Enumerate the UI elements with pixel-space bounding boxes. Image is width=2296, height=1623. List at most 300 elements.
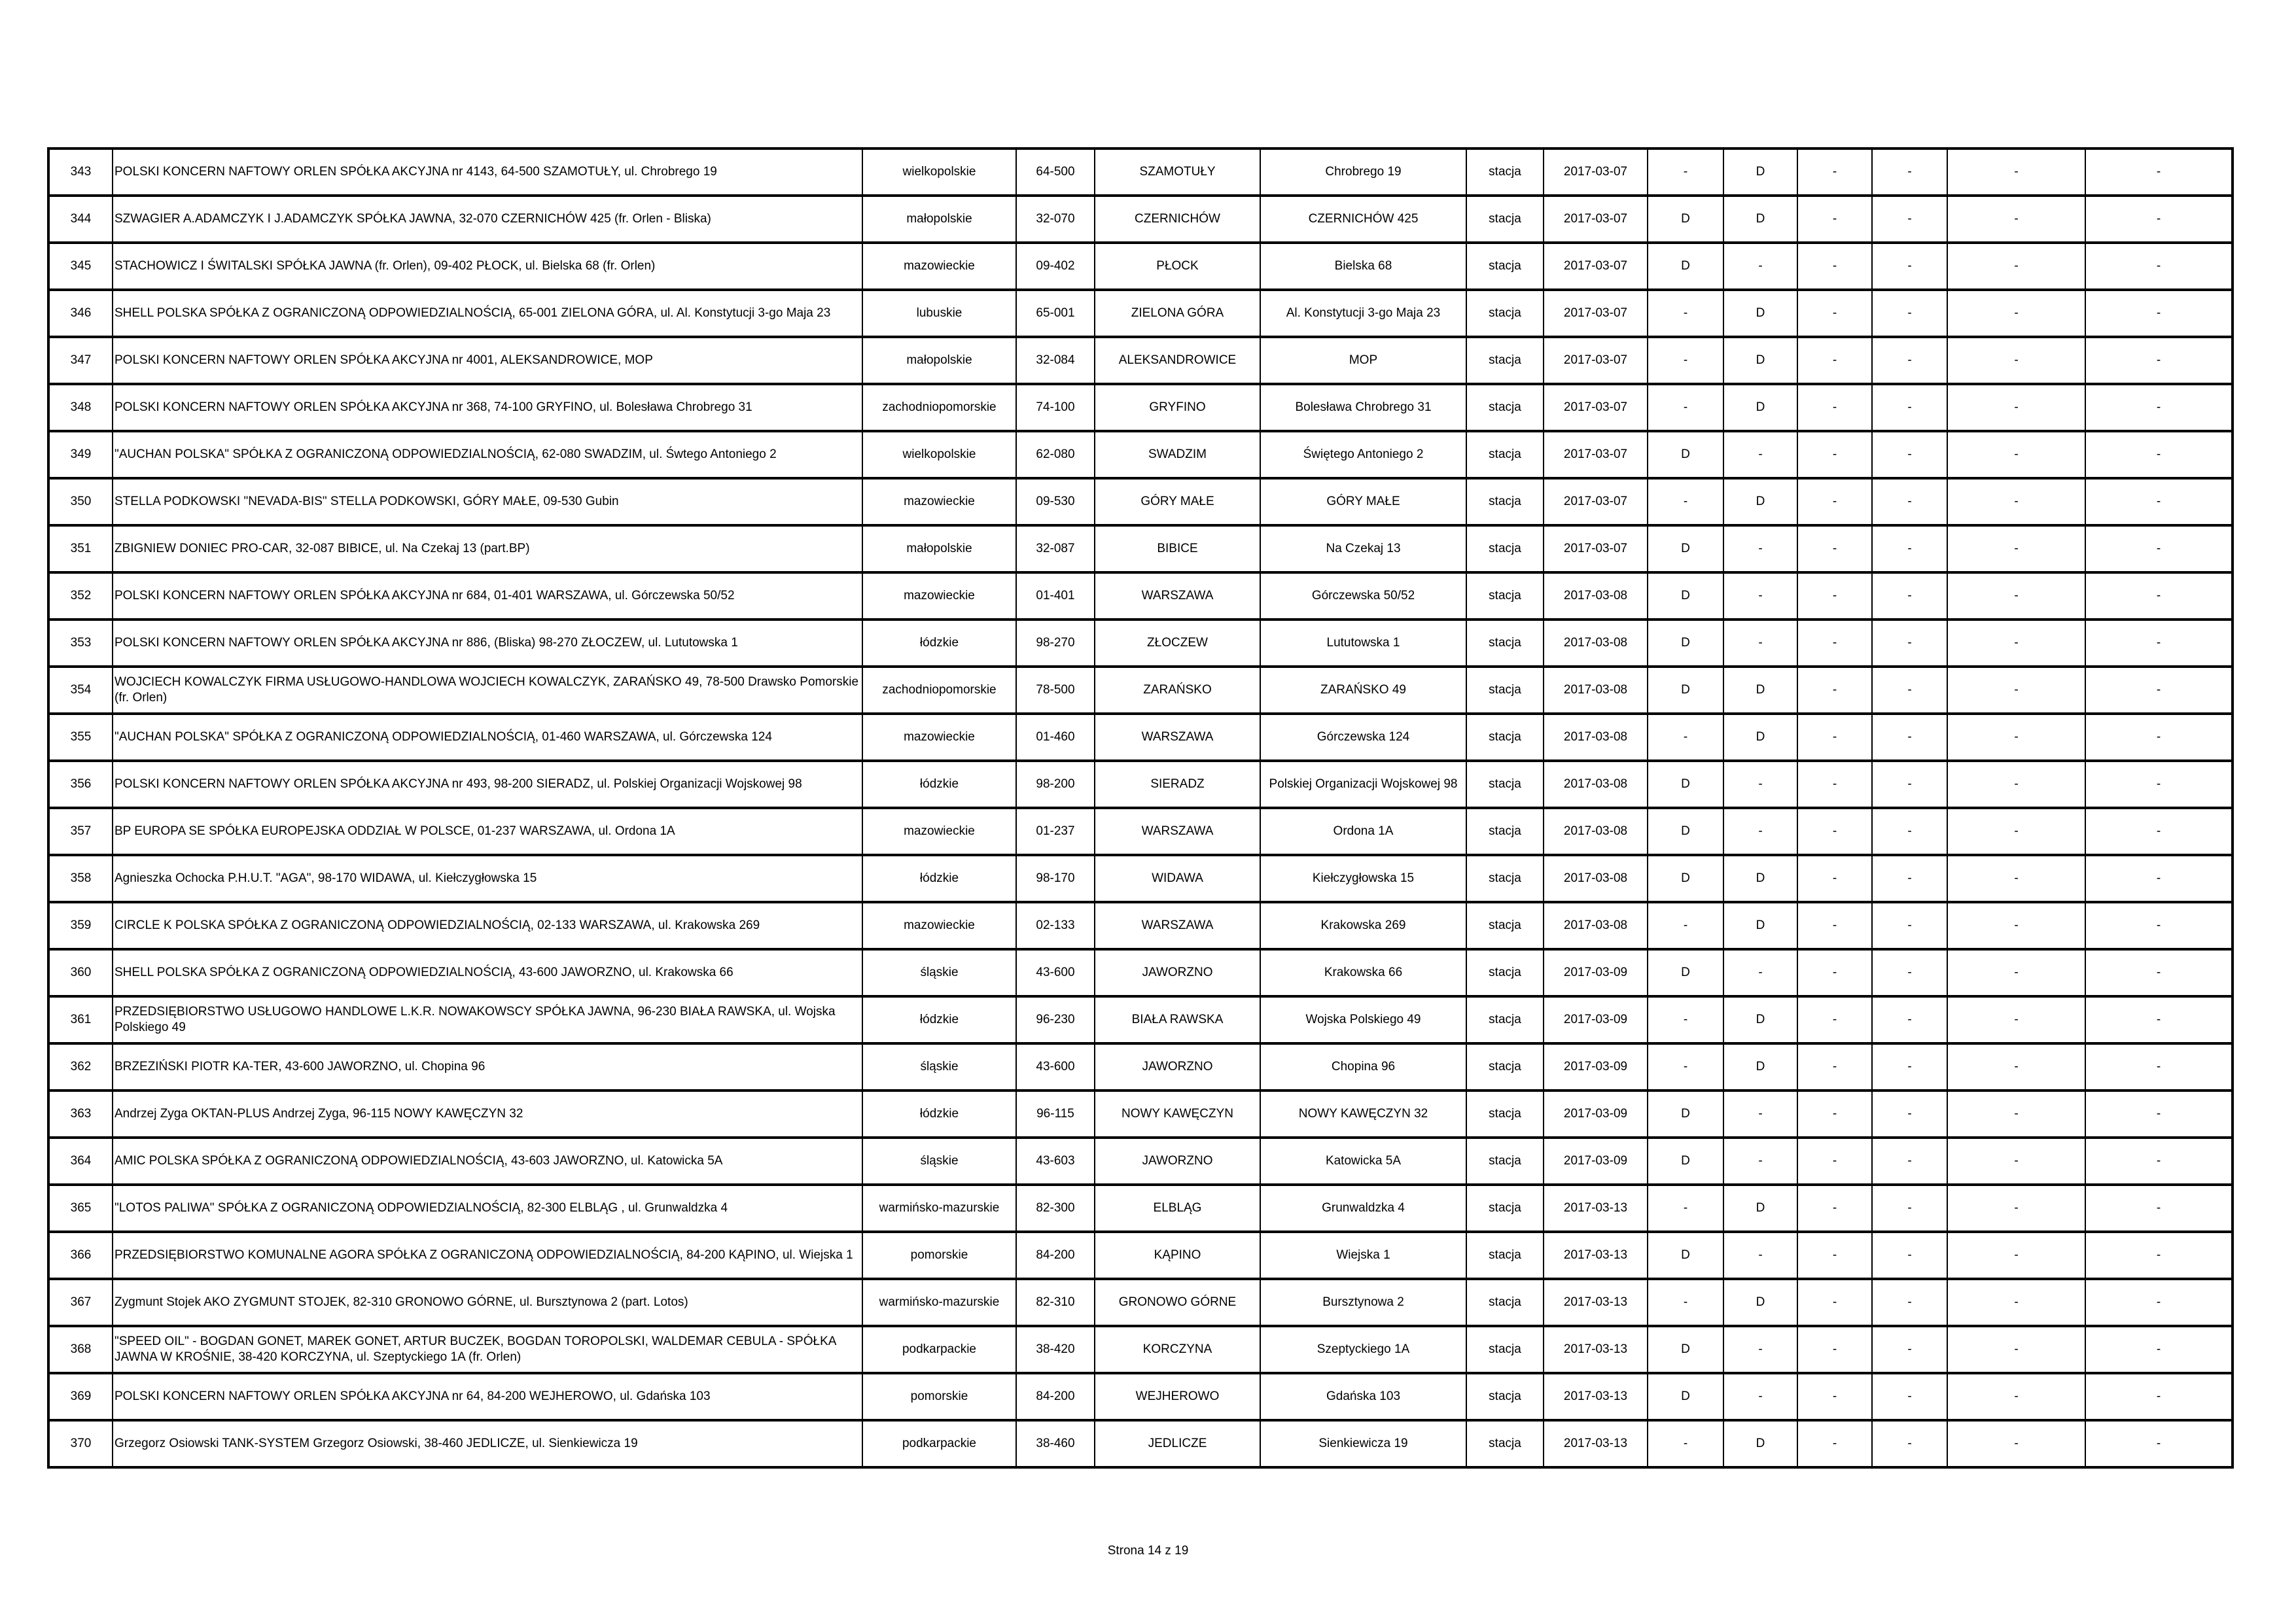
voivodeship-cell: warmińsko-mazurskie — [862, 1185, 1016, 1232]
result-cell-2: - — [1723, 1373, 1797, 1420]
row-number-cell: 348 — [48, 384, 113, 431]
result-cell-4: - — [1872, 1138, 1947, 1185]
city-cell: WIDAWA — [1095, 855, 1260, 902]
row-number-cell: 357 — [48, 808, 113, 855]
city-cell: ALEKSANDROWICE — [1095, 337, 1260, 384]
facility-type-cell: stacja — [1466, 1091, 1544, 1138]
voivodeship-cell: małopolskie — [862, 525, 1016, 572]
entity-name-cell: ZBIGNIEW DONIEC PRO-CAR, 32-087 BIBICE, ul. Na Czekaj 13 (part.BP) — [113, 525, 862, 572]
date-cell: 2017-03-07 — [1544, 243, 1648, 290]
street-cell: Górczewska 50/52 — [1260, 572, 1466, 620]
voivodeship-cell: mazowieckie — [862, 572, 1016, 620]
row-number-cell: 358 — [48, 855, 113, 902]
row-number-cell: 354 — [48, 667, 113, 714]
facility-type-cell: stacja — [1466, 196, 1544, 243]
result-cell-4: - — [1872, 620, 1947, 667]
facility-type-cell: stacja — [1466, 337, 1544, 384]
result-cell-1: D — [1648, 1373, 1723, 1420]
postal-code-cell: 43-603 — [1016, 1138, 1095, 1185]
facility-type-cell: stacja — [1466, 478, 1544, 525]
entity-name-cell: Agnieszka Ochocka P.H.U.T. "AGA", 98-170 WIDAWA, ul. Kiełczygłowska 15 — [113, 855, 862, 902]
table-row — [48, 243, 2233, 290]
date-cell: 2017-03-08 — [1544, 620, 1648, 667]
voivodeship-cell: łódzkie — [862, 1091, 1016, 1138]
facility-type-cell: stacja — [1466, 431, 1544, 478]
city-cell: ELBLĄG — [1095, 1185, 1260, 1232]
result-cell-2: D — [1723, 478, 1797, 525]
table-row — [48, 808, 2233, 855]
result-cell-4: - — [1872, 525, 1947, 572]
facility-type-cell: stacja — [1466, 902, 1544, 949]
entity-name-cell: PRZEDSIĘBIORSTWO USŁUGOWO HANDLOWE L.K.R. NOWAKOWSCY SPÓŁKA JAWNA, 96-230 BIAŁA RAWSKA, ul. Wojska Polskiego 49 — [113, 996, 862, 1043]
result-cell-3: - — [1797, 949, 1872, 996]
result-cell-1: - — [1648, 148, 1723, 196]
result-cell-6: - — [2085, 337, 2233, 384]
result-cell-3: - — [1797, 1373, 1872, 1420]
result-cell-6: - — [2085, 949, 2233, 996]
postal-code-cell: 65-001 — [1016, 290, 1095, 337]
voivodeship-cell: wielkopolskie — [862, 148, 1016, 196]
result-cell-3: - — [1797, 1326, 1872, 1373]
facility-type-cell: stacja — [1466, 620, 1544, 667]
result-cell-4: - — [1872, 949, 1947, 996]
entity-name-cell: AMIC POLSKA SPÓŁKA Z OGRANICZONĄ ODPOWIEDZIALNOŚCIĄ, 43-603 JAWORZNO, ul. Katowicka 5A — [113, 1138, 862, 1185]
result-cell-1: - — [1648, 384, 1723, 431]
voivodeship-cell: podkarpackie — [862, 1420, 1016, 1467]
entity-name-cell: SHELL POLSKA SPÓŁKA Z OGRANICZONĄ ODPOWIEDZIALNOŚCIĄ, 43-600 JAWORZNO, ul. Krakowska 66 — [113, 949, 862, 996]
result-cell-5: - — [1947, 196, 2085, 243]
row-number-cell: 367 — [48, 1279, 113, 1326]
date-cell: 2017-03-07 — [1544, 337, 1648, 384]
row-number-cell: 363 — [48, 1091, 113, 1138]
result-cell-1: - — [1648, 1420, 1723, 1467]
result-cell-5: - — [1947, 384, 2085, 431]
result-cell-3: - — [1797, 243, 1872, 290]
voivodeship-cell: zachodniopomorskie — [862, 667, 1016, 714]
result-cell-6: - — [2085, 1185, 2233, 1232]
voivodeship-cell: warmińsko-mazurskie — [862, 1279, 1016, 1326]
voivodeship-cell: małopolskie — [862, 196, 1016, 243]
result-cell-2: - — [1723, 1326, 1797, 1373]
result-cell-5: - — [1947, 620, 2085, 667]
date-cell: 2017-03-09 — [1544, 996, 1648, 1043]
city-cell: JAWORZNO — [1095, 949, 1260, 996]
street-cell: Bolesława Chrobrego 31 — [1260, 384, 1466, 431]
date-cell: 2017-03-07 — [1544, 525, 1648, 572]
result-cell-4: - — [1872, 902, 1947, 949]
result-cell-5: - — [1947, 525, 2085, 572]
table-row — [48, 196, 2233, 243]
date-cell: 2017-03-08 — [1544, 667, 1648, 714]
voivodeship-cell: łódzkie — [862, 620, 1016, 667]
postal-code-cell: 82-300 — [1016, 1185, 1095, 1232]
postal-code-cell: 09-530 — [1016, 478, 1095, 525]
result-cell-4: - — [1872, 148, 1947, 196]
result-cell-2: D — [1723, 855, 1797, 902]
postal-code-cell: 84-200 — [1016, 1373, 1095, 1420]
street-cell: Katowicka 5A — [1260, 1138, 1466, 1185]
result-cell-6: - — [2085, 1043, 2233, 1091]
facility-type-cell: stacja — [1466, 667, 1544, 714]
result-cell-5: - — [1947, 1420, 2085, 1467]
result-cell-4: - — [1872, 196, 1947, 243]
postal-code-cell: 02-133 — [1016, 902, 1095, 949]
street-cell: Wiejska 1 — [1260, 1232, 1466, 1279]
facility-type-cell: stacja — [1466, 525, 1544, 572]
result-cell-1: - — [1648, 1279, 1723, 1326]
date-cell: 2017-03-08 — [1544, 761, 1648, 808]
table-row — [48, 290, 2233, 337]
result-cell-6: - — [2085, 667, 2233, 714]
postal-code-cell: 62-080 — [1016, 431, 1095, 478]
date-cell: 2017-03-13 — [1544, 1420, 1648, 1467]
date-cell: 2017-03-07 — [1544, 196, 1648, 243]
result-cell-4: - — [1872, 855, 1947, 902]
result-cell-6: - — [2085, 572, 2233, 620]
result-cell-2: D — [1723, 196, 1797, 243]
city-cell: PŁOCK — [1095, 243, 1260, 290]
result-cell-4: - — [1872, 572, 1947, 620]
table-row — [48, 148, 2233, 196]
result-cell-1: D — [1648, 431, 1723, 478]
result-cell-1: D — [1648, 1091, 1723, 1138]
postal-code-cell: 32-070 — [1016, 196, 1095, 243]
street-cell: Al. Konstytucji 3-go Maja 23 — [1260, 290, 1466, 337]
row-number-cell: 352 — [48, 572, 113, 620]
city-cell: SIERADZ — [1095, 761, 1260, 808]
postal-code-cell: 96-115 — [1016, 1091, 1095, 1138]
facility-type-cell: stacja — [1466, 1185, 1544, 1232]
street-cell: Krakowska 66 — [1260, 949, 1466, 996]
date-cell: 2017-03-09 — [1544, 1091, 1648, 1138]
result-cell-6: - — [2085, 1420, 2233, 1467]
postal-code-cell: 38-460 — [1016, 1420, 1095, 1467]
street-cell: Chrobrego 19 — [1260, 148, 1466, 196]
table-row — [48, 478, 2233, 525]
voivodeship-cell: pomorskie — [862, 1232, 1016, 1279]
result-cell-4: - — [1872, 384, 1947, 431]
row-number-cell: 346 — [48, 290, 113, 337]
facility-type-cell: stacja — [1466, 1138, 1544, 1185]
result-cell-6: - — [2085, 1091, 2233, 1138]
city-cell: JAWORZNO — [1095, 1138, 1260, 1185]
date-cell: 2017-03-07 — [1544, 290, 1648, 337]
result-cell-6: - — [2085, 1279, 2233, 1326]
city-cell: GRYFINO — [1095, 384, 1260, 431]
result-cell-3: - — [1797, 431, 1872, 478]
date-cell: 2017-03-07 — [1544, 431, 1648, 478]
result-cell-2: - — [1723, 1232, 1797, 1279]
result-cell-4: - — [1872, 1091, 1947, 1138]
result-cell-5: - — [1947, 667, 2085, 714]
postal-code-cell: 98-170 — [1016, 855, 1095, 902]
row-number-cell: 344 — [48, 196, 113, 243]
row-number-cell: 355 — [48, 714, 113, 761]
row-number-cell: 343 — [48, 148, 113, 196]
date-cell: 2017-03-13 — [1544, 1185, 1648, 1232]
date-cell: 2017-03-13 — [1544, 1232, 1648, 1279]
city-cell: WARSZAWA — [1095, 902, 1260, 949]
result-cell-5: - — [1947, 1232, 2085, 1279]
result-cell-2: - — [1723, 243, 1797, 290]
voivodeship-cell: wielkopolskie — [862, 431, 1016, 478]
street-cell: Gdańska 103 — [1260, 1373, 1466, 1420]
result-cell-3: - — [1797, 1138, 1872, 1185]
row-number-cell: 361 — [48, 996, 113, 1043]
result-cell-4: - — [1872, 337, 1947, 384]
entity-name-cell: "SPEED OIL" - BOGDAN GONET, MAREK GONET, ARTUR BUCZEK, BOGDAN TOROPOLSKI, WALDEMAR CEBULA - SPÓŁKA JAWNA W KROŚNIE, 38-420 KORCZYNA, ul. Szeptyckiego 1A (fr. Orlen) — [113, 1326, 862, 1373]
table-body — [48, 148, 2233, 1467]
date-cell: 2017-03-09 — [1544, 1043, 1648, 1091]
city-cell: WEJHEROWO — [1095, 1373, 1260, 1420]
row-number-cell: 362 — [48, 1043, 113, 1091]
result-cell-3: - — [1797, 290, 1872, 337]
street-cell: NOWY KAWĘCZYN 32 — [1260, 1091, 1466, 1138]
result-cell-5: - — [1947, 902, 2085, 949]
entity-name-cell: "AUCHAN POLSKA" SPÓŁKA Z OGRANICZONĄ ODPOWIEDZIALNOŚCIĄ, 62-080 SWADZIM, ul. Śwtego Antoniego 2 — [113, 431, 862, 478]
result-cell-4: - — [1872, 478, 1947, 525]
result-cell-4: - — [1872, 1420, 1947, 1467]
result-cell-6: - — [2085, 243, 2233, 290]
facility-type-cell: stacja — [1466, 808, 1544, 855]
postal-code-cell: 96-230 — [1016, 996, 1095, 1043]
voivodeship-cell: mazowieckie — [862, 902, 1016, 949]
entity-name-cell: CIRCLE K POLSKA SPÓŁKA Z OGRANICZONĄ ODPOWIEDZIALNOŚCIĄ, 02-133 WARSZAWA, ul. Krakowska 269 — [113, 902, 862, 949]
result-cell-6: - — [2085, 808, 2233, 855]
result-cell-3: - — [1797, 1232, 1872, 1279]
voivodeship-cell: pomorskie — [862, 1373, 1016, 1420]
row-number-cell: 345 — [48, 243, 113, 290]
voivodeship-cell: lubuskie — [862, 290, 1016, 337]
result-cell-1: - — [1648, 996, 1723, 1043]
postal-code-cell: 84-200 — [1016, 1232, 1095, 1279]
table-row — [48, 996, 2233, 1043]
result-cell-5: - — [1947, 996, 2085, 1043]
voivodeship-cell: mazowieckie — [862, 478, 1016, 525]
result-cell-1: D — [1648, 572, 1723, 620]
result-cell-2: D — [1723, 1043, 1797, 1091]
entity-name-cell: Andrzej Zyga OKTAN-PLUS Andrzej Zyga, 96-115 NOWY KAWĘCZYN 32 — [113, 1091, 862, 1138]
result-cell-3: - — [1797, 196, 1872, 243]
table-row — [48, 1326, 2233, 1373]
result-cell-1: D — [1648, 855, 1723, 902]
result-cell-5: - — [1947, 1091, 2085, 1138]
result-cell-2: D — [1723, 1279, 1797, 1326]
city-cell: KĄPINO — [1095, 1232, 1260, 1279]
result-cell-2: - — [1723, 1091, 1797, 1138]
entity-name-cell: POLSKI KONCERN NAFTOWY ORLEN SPÓŁKA AKCYJNA nr 368, 74-100 GRYFINO, ul. Bolesława Chrobrego 31 — [113, 384, 862, 431]
postal-code-cell: 98-270 — [1016, 620, 1095, 667]
city-cell: WARSZAWA — [1095, 714, 1260, 761]
row-number-cell: 353 — [48, 620, 113, 667]
date-cell: 2017-03-07 — [1544, 148, 1648, 196]
result-cell-3: - — [1797, 714, 1872, 761]
city-cell: SWADZIM — [1095, 431, 1260, 478]
postal-code-cell: 82-310 — [1016, 1279, 1095, 1326]
postal-code-cell: 32-087 — [1016, 525, 1095, 572]
result-cell-3: - — [1797, 525, 1872, 572]
entity-name-cell: "LOTOS PALIWA" SPÓŁKA Z OGRANICZONĄ ODPOWIEDZIALNOŚCIĄ, 82-300 ELBLĄG , ul. Grunwaldzka 4 — [113, 1185, 862, 1232]
result-cell-5: - — [1947, 761, 2085, 808]
result-cell-3: - — [1797, 1043, 1872, 1091]
result-cell-2: D — [1723, 714, 1797, 761]
result-cell-3: - — [1797, 337, 1872, 384]
result-cell-6: - — [2085, 525, 2233, 572]
city-cell: JEDLICZE — [1095, 1420, 1260, 1467]
street-cell: Kiełczygłowska 15 — [1260, 855, 1466, 902]
result-cell-1: D — [1648, 243, 1723, 290]
table-row — [48, 1420, 2233, 1467]
result-cell-1: D — [1648, 1232, 1723, 1279]
table-row — [48, 572, 2233, 620]
result-cell-5: - — [1947, 1138, 2085, 1185]
result-cell-5: - — [1947, 431, 2085, 478]
result-cell-4: - — [1872, 714, 1947, 761]
facility-type-cell: stacja — [1466, 1232, 1544, 1279]
result-cell-3: - — [1797, 902, 1872, 949]
city-cell: NOWY KAWĘCZYN — [1095, 1091, 1260, 1138]
date-cell: 2017-03-09 — [1544, 1138, 1648, 1185]
result-cell-4: - — [1872, 1373, 1947, 1420]
result-cell-2: D — [1723, 902, 1797, 949]
city-cell: KORCZYNA — [1095, 1326, 1260, 1373]
city-cell: BIBICE — [1095, 525, 1260, 572]
facility-type-cell: stacja — [1466, 243, 1544, 290]
voivodeship-cell: mazowieckie — [862, 243, 1016, 290]
date-cell: 2017-03-13 — [1544, 1279, 1648, 1326]
table-row — [48, 1373, 2233, 1420]
result-cell-1: D — [1648, 196, 1723, 243]
street-cell: Lututowska 1 — [1260, 620, 1466, 667]
date-cell: 2017-03-08 — [1544, 714, 1648, 761]
result-cell-6: - — [2085, 620, 2233, 667]
entity-name-cell: POLSKI KONCERN NAFTOWY ORLEN SPÓŁKA AKCYJNA nr 64, 84-200 WEJHEROWO, ul. Gdańska 103 — [113, 1373, 862, 1420]
table-row — [48, 855, 2233, 902]
city-cell: ZIELONA GÓRA — [1095, 290, 1260, 337]
result-cell-4: - — [1872, 290, 1947, 337]
result-cell-4: - — [1872, 431, 1947, 478]
table-row — [48, 620, 2233, 667]
result-cell-5: - — [1947, 808, 2085, 855]
entity-name-cell: "AUCHAN POLSKA" SPÓŁKA Z OGRANICZONĄ ODPOWIEDZIALNOŚCIĄ, 01-460 WARSZAWA, ul. Górczewska 124 — [113, 714, 862, 761]
result-cell-6: - — [2085, 384, 2233, 431]
entity-name-cell: Zygmunt Stojek AKO ZYGMUNT STOJEK, 82-310 GRONOWO GÓRNE, ul. Bursztynowa 2 (part. Lotos) — [113, 1279, 862, 1326]
result-cell-1: D — [1648, 808, 1723, 855]
street-cell: Górczewska 124 — [1260, 714, 1466, 761]
row-number-cell: 370 — [48, 1420, 113, 1467]
result-cell-1: - — [1648, 1043, 1723, 1091]
result-cell-5: - — [1947, 337, 2085, 384]
street-cell: Chopina 96 — [1260, 1043, 1466, 1091]
result-cell-4: - — [1872, 243, 1947, 290]
street-cell: CZERNICHÓW 425 — [1260, 196, 1466, 243]
result-cell-1: D — [1648, 949, 1723, 996]
facility-type-cell: stacja — [1466, 1373, 1544, 1420]
result-cell-6: - — [2085, 855, 2233, 902]
result-cell-5: - — [1947, 148, 2085, 196]
result-cell-5: - — [1947, 1373, 2085, 1420]
city-cell: ZARAŃSKO — [1095, 667, 1260, 714]
postal-code-cell: 38-420 — [1016, 1326, 1095, 1373]
result-cell-5: - — [1947, 1185, 2085, 1232]
entity-name-cell: POLSKI KONCERN NAFTOWY ORLEN SPÓŁKA AKCYJNA nr 493, 98-200 SIERADZ, ul. Polskiej Organizacji Wojskowej 98 — [113, 761, 862, 808]
result-cell-5: - — [1947, 855, 2085, 902]
result-cell-2: D — [1723, 290, 1797, 337]
row-number-cell: 366 — [48, 1232, 113, 1279]
voivodeship-cell: mazowieckie — [862, 808, 1016, 855]
inspection-table — [47, 147, 2234, 1469]
result-cell-2: D — [1723, 996, 1797, 1043]
date-cell: 2017-03-13 — [1544, 1326, 1648, 1373]
result-cell-2: D — [1723, 667, 1797, 714]
result-cell-1: - — [1648, 337, 1723, 384]
row-number-cell: 359 — [48, 902, 113, 949]
street-cell: Na Czekaj 13 — [1260, 525, 1466, 572]
facility-type-cell: stacja — [1466, 384, 1544, 431]
result-cell-1: D — [1648, 761, 1723, 808]
result-cell-3: - — [1797, 808, 1872, 855]
result-cell-3: - — [1797, 384, 1872, 431]
row-number-cell: 350 — [48, 478, 113, 525]
table-row — [48, 667, 2233, 714]
result-cell-1: D — [1648, 525, 1723, 572]
result-cell-3: - — [1797, 572, 1872, 620]
result-cell-3: - — [1797, 1091, 1872, 1138]
row-number-cell: 365 — [48, 1185, 113, 1232]
row-number-cell: 356 — [48, 761, 113, 808]
entity-name-cell: BP EUROPA SE SPÓŁKA EUROPEJSKA ODDZIAŁ W POLSCE, 01-237 WARSZAWA, ul. Ordona 1A — [113, 808, 862, 855]
result-cell-3: - — [1797, 478, 1872, 525]
result-cell-2: D — [1723, 1420, 1797, 1467]
date-cell: 2017-03-08 — [1544, 902, 1648, 949]
result-cell-4: - — [1872, 996, 1947, 1043]
result-cell-2: D — [1723, 337, 1797, 384]
result-cell-3: - — [1797, 1185, 1872, 1232]
postal-code-cell: 43-600 — [1016, 949, 1095, 996]
table-row — [48, 714, 2233, 761]
table-row — [48, 1185, 2233, 1232]
entity-name-cell: BRZEZIŃSKI PIOTR KA-TER, 43-600 JAWORZNO, ul. Chopina 96 — [113, 1043, 862, 1091]
voivodeship-cell: śląskie — [862, 1043, 1016, 1091]
row-number-cell: 351 — [48, 525, 113, 572]
result-cell-6: - — [2085, 714, 2233, 761]
result-cell-5: - — [1947, 243, 2085, 290]
table-row — [48, 1232, 2233, 1279]
result-cell-6: - — [2085, 148, 2233, 196]
street-cell: Wojska Polskiego 49 — [1260, 996, 1466, 1043]
city-cell: JAWORZNO — [1095, 1043, 1260, 1091]
result-cell-2: - — [1723, 949, 1797, 996]
entity-name-cell: PRZEDSIĘBIORSTWO KOMUNALNE AGORA SPÓŁKA Z OGRANICZONĄ ODPOWIEDZIALNOŚCIĄ, 84-200 KĄPINO, ul. Wiejska 1 — [113, 1232, 862, 1279]
result-cell-3: - — [1797, 1279, 1872, 1326]
facility-type-cell: stacja — [1466, 949, 1544, 996]
facility-type-cell: stacja — [1466, 572, 1544, 620]
result-cell-2: - — [1723, 620, 1797, 667]
result-cell-1: - — [1648, 290, 1723, 337]
facility-type-cell: stacja — [1466, 1043, 1544, 1091]
result-cell-3: - — [1797, 761, 1872, 808]
result-cell-5: - — [1947, 714, 2085, 761]
voivodeship-cell: łódzkie — [862, 761, 1016, 808]
date-cell: 2017-03-13 — [1544, 1373, 1648, 1420]
result-cell-2: - — [1723, 431, 1797, 478]
voivodeship-cell: zachodniopomorskie — [862, 384, 1016, 431]
city-cell: GÓRY MAŁE — [1095, 478, 1260, 525]
result-cell-2: - — [1723, 572, 1797, 620]
facility-type-cell: stacja — [1466, 1326, 1544, 1373]
page-number-footer: Strona 14 z 19 — [1107, 1544, 1189, 1558]
entity-name-cell: WOJCIECH KOWALCZYK FIRMA USŁUGOWO-HANDLOWA WOJCIECH KOWALCZYK, ZARAŃSKO 49, 78-500 Drawsko Pomorskie (fr. Orlen) — [113, 667, 862, 714]
